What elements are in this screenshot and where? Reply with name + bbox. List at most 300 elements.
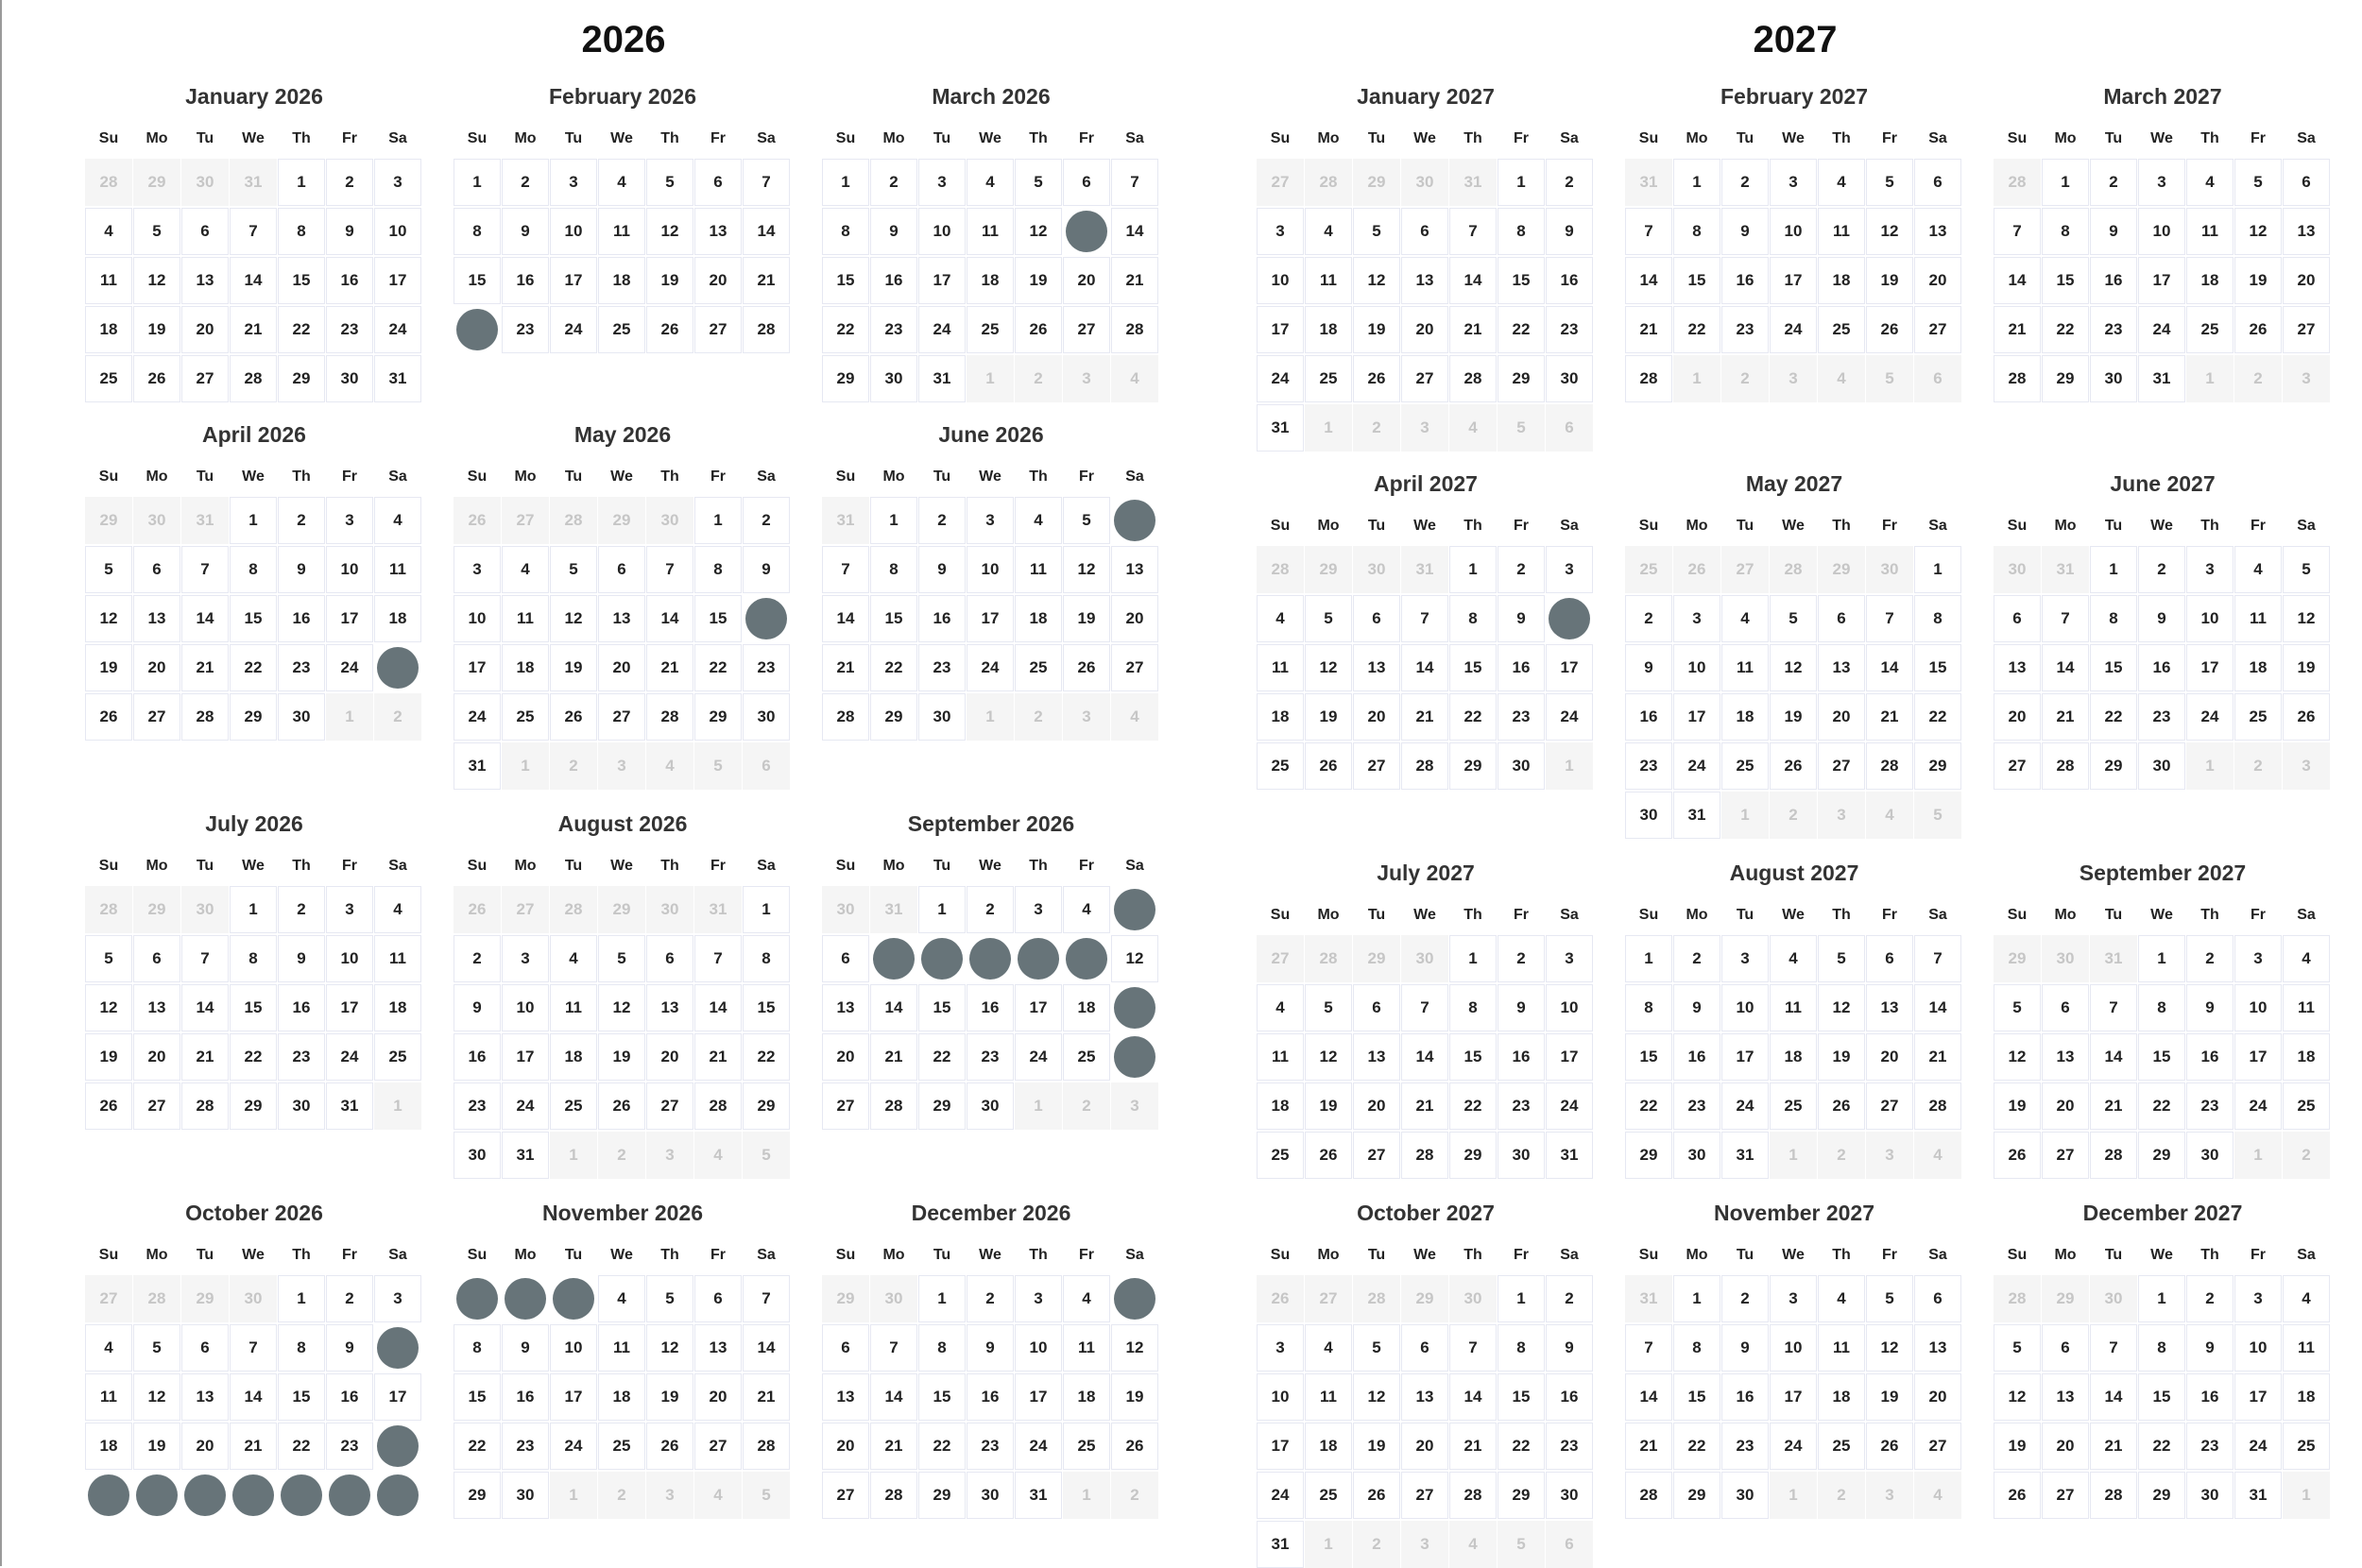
day-cell[interactable]: 24 bbox=[2186, 693, 2234, 741]
day-cell-outside-month[interactable]: 3 bbox=[1111, 1082, 1158, 1130]
day-cell[interactable]: 20 bbox=[2042, 1423, 2089, 1470]
day-cell-outside-month[interactable]: 5 bbox=[1914, 792, 1961, 839]
day-cell[interactable]: 12 bbox=[133, 1373, 180, 1421]
day-cell[interactable]: 7 bbox=[1401, 595, 1448, 642]
day-cell[interactable]: 12 bbox=[1353, 257, 1400, 304]
day-cell-outside-month[interactable]: 2 bbox=[2234, 742, 2282, 790]
day-cell[interactable]: 17 bbox=[550, 1373, 597, 1421]
day-cell[interactable]: 1 bbox=[694, 497, 742, 544]
day-cell[interactable]: 6 bbox=[1914, 1275, 1961, 1322]
day-cell[interactable]: 31 bbox=[1546, 1132, 1593, 1179]
day-cell[interactable]: 18 bbox=[502, 644, 549, 691]
day-cell-outside-month[interactable]: 1 bbox=[1015, 1082, 1062, 1130]
day-cell[interactable]: 27 bbox=[2283, 306, 2330, 353]
day-cell[interactable]: 21 bbox=[1401, 1082, 1448, 1130]
day-cell[interactable]: 15 bbox=[1625, 1033, 1672, 1081]
day-cell[interactable]: 2 bbox=[967, 886, 1014, 933]
day-cell[interactable]: 7 bbox=[1625, 208, 1672, 255]
day-cell-outside-month[interactable]: 30 bbox=[1866, 546, 1913, 593]
day-cell[interactable]: 3 bbox=[2234, 935, 2282, 982]
day-cell-marked[interactable] bbox=[326, 1472, 373, 1519]
day-cell[interactable]: 17 bbox=[1546, 1033, 1593, 1081]
day-cell[interactable]: 18 bbox=[1818, 1373, 1865, 1421]
day-cell[interactable]: 17 bbox=[918, 257, 966, 304]
day-cell[interactable]: 25 bbox=[1257, 1132, 1304, 1179]
day-cell[interactable]: 8 bbox=[278, 1324, 325, 1372]
day-cell[interactable]: 31 bbox=[502, 1132, 549, 1179]
day-cell-outside-month[interactable]: 30 bbox=[1401, 935, 1448, 982]
day-cell[interactable]: 1 bbox=[1625, 935, 1672, 982]
day-cell[interactable]: 8 bbox=[2042, 208, 2089, 255]
day-cell[interactable]: 12 bbox=[1111, 935, 1158, 982]
day-cell[interactable]: 21 bbox=[1625, 306, 1672, 353]
day-cell[interactable]: 20 bbox=[598, 644, 645, 691]
day-cell[interactable]: 31 bbox=[1257, 404, 1304, 452]
day-cell-marked[interactable] bbox=[1063, 208, 1110, 255]
day-cell[interactable]: 24 bbox=[967, 644, 1014, 691]
day-cell[interactable]: 19 bbox=[646, 1373, 693, 1421]
day-cell-outside-month[interactable]: 1 bbox=[2186, 355, 2234, 402]
day-cell[interactable]: 28 bbox=[1401, 1132, 1448, 1179]
day-cell[interactable]: 18 bbox=[1770, 1033, 1817, 1081]
day-cell-outside-month[interactable]: 29 bbox=[1353, 935, 1400, 982]
day-cell[interactable]: 18 bbox=[550, 1033, 597, 1081]
day-cell[interactable]: 10 bbox=[1546, 984, 1593, 1031]
day-cell[interactable]: 25 bbox=[1257, 742, 1304, 790]
day-cell[interactable]: 2 bbox=[2186, 935, 2234, 982]
day-cell[interactable]: 7 bbox=[743, 1275, 790, 1322]
day-cell[interactable]: 7 bbox=[1994, 208, 2041, 255]
day-cell[interactable]: 25 bbox=[1818, 1423, 1865, 1470]
day-cell[interactable]: 17 bbox=[1257, 306, 1304, 353]
day-cell-outside-month[interactable]: 30 bbox=[2042, 935, 2089, 982]
day-cell-outside-month[interactable]: 1 bbox=[967, 693, 1014, 741]
day-cell-outside-month[interactable]: 3 bbox=[2283, 355, 2330, 402]
day-cell-outside-month[interactable]: 2 bbox=[1353, 404, 1400, 452]
day-cell[interactable]: 3 bbox=[326, 886, 373, 933]
day-cell-outside-month[interactable]: 1 bbox=[502, 742, 549, 790]
day-cell[interactable]: 20 bbox=[1401, 1423, 1448, 1470]
day-cell[interactable]: 28 bbox=[1866, 742, 1913, 790]
day-cell[interactable]: 16 bbox=[1721, 1373, 1769, 1421]
day-cell-outside-month[interactable]: 1 bbox=[2234, 1132, 2282, 1179]
day-cell[interactable]: 24 bbox=[374, 306, 421, 353]
day-cell[interactable]: 23 bbox=[2138, 693, 2185, 741]
day-cell[interactable]: 29 bbox=[1498, 355, 1545, 402]
day-cell[interactable]: 11 bbox=[550, 984, 597, 1031]
day-cell[interactable]: 15 bbox=[822, 257, 869, 304]
day-cell[interactable]: 21 bbox=[870, 1033, 917, 1081]
day-cell[interactable]: 18 bbox=[1257, 1082, 1304, 1130]
day-cell[interactable]: 22 bbox=[230, 1033, 277, 1081]
day-cell[interactable]: 27 bbox=[2042, 1132, 2089, 1179]
day-cell[interactable]: 1 bbox=[230, 886, 277, 933]
day-cell[interactable]: 9 bbox=[454, 984, 501, 1031]
day-cell[interactable]: 27 bbox=[1818, 742, 1865, 790]
day-cell[interactable]: 29 bbox=[694, 693, 742, 741]
day-cell[interactable]: 19 bbox=[1305, 693, 1352, 741]
day-cell[interactable]: 19 bbox=[1866, 257, 1913, 304]
day-cell-outside-month[interactable]: 1 bbox=[967, 355, 1014, 402]
day-cell[interactable]: 4 bbox=[598, 1275, 645, 1322]
day-cell[interactable]: 1 bbox=[918, 1275, 966, 1322]
day-cell-outside-month[interactable]: 27 bbox=[1721, 546, 1769, 593]
day-cell-outside-month[interactable]: 27 bbox=[1257, 935, 1304, 982]
day-cell[interactable]: 24 bbox=[1257, 355, 1304, 402]
day-cell-outside-month[interactable]: 29 bbox=[1401, 1275, 1448, 1322]
day-cell[interactable]: 6 bbox=[181, 1324, 229, 1372]
day-cell[interactable]: 29 bbox=[1625, 1132, 1672, 1179]
day-cell-outside-month[interactable]: 29 bbox=[1353, 159, 1400, 206]
day-cell-marked[interactable] bbox=[1546, 595, 1593, 642]
day-cell[interactable]: 11 bbox=[1770, 984, 1817, 1031]
day-cell[interactable]: 30 bbox=[967, 1082, 1014, 1130]
day-cell[interactable]: 29 bbox=[1498, 1472, 1545, 1519]
day-cell[interactable]: 17 bbox=[1015, 984, 1062, 1031]
day-cell[interactable]: 22 bbox=[278, 306, 325, 353]
day-cell[interactable]: 15 bbox=[918, 1373, 966, 1421]
day-cell[interactable]: 1 bbox=[1673, 1275, 1720, 1322]
day-cell-outside-month[interactable]: 1 bbox=[2283, 1472, 2330, 1519]
day-cell[interactable]: 7 bbox=[1449, 208, 1497, 255]
day-cell[interactable]: 22 bbox=[743, 1033, 790, 1081]
day-cell[interactable]: 7 bbox=[1449, 1324, 1497, 1372]
day-cell[interactable]: 12 bbox=[85, 595, 132, 642]
day-cell[interactable]: 19 bbox=[1353, 1423, 1400, 1470]
day-cell[interactable]: 2 bbox=[1721, 1275, 1769, 1322]
day-cell[interactable]: 22 bbox=[1625, 1082, 1672, 1130]
day-cell-marked[interactable] bbox=[133, 1472, 180, 1519]
day-cell[interactable]: 17 bbox=[326, 595, 373, 642]
day-cell[interactable]: 26 bbox=[1111, 1423, 1158, 1470]
day-cell[interactable]: 3 bbox=[1257, 208, 1304, 255]
day-cell[interactable]: 7 bbox=[1914, 935, 1961, 982]
day-cell[interactable]: 13 bbox=[1818, 644, 1865, 691]
day-cell[interactable]: 5 bbox=[1305, 984, 1352, 1031]
day-cell-outside-month[interactable]: 28 bbox=[1353, 1275, 1400, 1322]
day-cell[interactable]: 14 bbox=[2090, 1033, 2137, 1081]
day-cell-outside-month[interactable]: 28 bbox=[85, 159, 132, 206]
day-cell-outside-month[interactable]: 28 bbox=[85, 886, 132, 933]
day-cell[interactable]: 7 bbox=[1866, 595, 1913, 642]
day-cell-outside-month[interactable]: 30 bbox=[181, 886, 229, 933]
day-cell[interactable]: 6 bbox=[694, 1275, 742, 1322]
day-cell[interactable]: 19 bbox=[133, 1423, 180, 1470]
day-cell[interactable]: 16 bbox=[278, 984, 325, 1031]
day-cell[interactable]: 13 bbox=[133, 595, 180, 642]
day-cell-marked[interactable] bbox=[967, 935, 1014, 982]
day-cell-outside-month[interactable]: 6 bbox=[1546, 1521, 1593, 1568]
day-cell-outside-month[interactable]: 5 bbox=[743, 1472, 790, 1519]
day-cell[interactable]: 31 bbox=[2234, 1472, 2282, 1519]
day-cell-outside-month[interactable]: 4 bbox=[1914, 1132, 1961, 1179]
day-cell[interactable]: 4 bbox=[598, 159, 645, 206]
day-cell[interactable]: 21 bbox=[743, 1373, 790, 1421]
day-cell[interactable]: 4 bbox=[1818, 159, 1865, 206]
day-cell[interactable]: 21 bbox=[1914, 1033, 1961, 1081]
day-cell[interactable]: 25 bbox=[2234, 693, 2282, 741]
day-cell[interactable]: 23 bbox=[967, 1033, 1014, 1081]
day-cell-outside-month[interactable]: 27 bbox=[502, 886, 549, 933]
day-cell[interactable]: 13 bbox=[598, 595, 645, 642]
day-cell[interactable]: 16 bbox=[2138, 644, 2185, 691]
day-cell[interactable]: 20 bbox=[1914, 1373, 1961, 1421]
day-cell[interactable]: 1 bbox=[2090, 546, 2137, 593]
day-cell[interactable]: 15 bbox=[230, 595, 277, 642]
day-cell[interactable]: 8 bbox=[278, 208, 325, 255]
day-cell[interactable]: 9 bbox=[502, 208, 549, 255]
day-cell[interactable]: 27 bbox=[1914, 1423, 1961, 1470]
day-cell[interactable]: 16 bbox=[2090, 257, 2137, 304]
day-cell[interactable]: 5 bbox=[598, 935, 645, 982]
day-cell[interactable]: 26 bbox=[1866, 1423, 1913, 1470]
day-cell[interactable]: 15 bbox=[278, 1373, 325, 1421]
day-cell[interactable]: 11 bbox=[502, 595, 549, 642]
day-cell[interactable]: 11 bbox=[1305, 1373, 1352, 1421]
day-cell[interactable]: 8 bbox=[1673, 1324, 1720, 1372]
day-cell[interactable]: 19 bbox=[2234, 257, 2282, 304]
day-cell[interactable]: 1 bbox=[1449, 935, 1497, 982]
day-cell-marked[interactable] bbox=[230, 1472, 277, 1519]
day-cell[interactable]: 27 bbox=[694, 1423, 742, 1470]
day-cell[interactable]: 29 bbox=[2138, 1472, 2185, 1519]
day-cell[interactable]: 23 bbox=[1721, 1423, 1769, 1470]
day-cell[interactable]: 21 bbox=[1625, 1423, 1672, 1470]
day-cell[interactable]: 3 bbox=[1015, 1275, 1062, 1322]
day-cell[interactable]: 3 bbox=[1546, 935, 1593, 982]
day-cell[interactable]: 25 bbox=[1015, 644, 1062, 691]
day-cell[interactable]: 27 bbox=[822, 1472, 869, 1519]
day-cell[interactable]: 3 bbox=[550, 159, 597, 206]
day-cell[interactable]: 17 bbox=[1770, 1373, 1817, 1421]
day-cell[interactable]: 12 bbox=[1015, 208, 1062, 255]
day-cell[interactable]: 1 bbox=[870, 497, 917, 544]
day-cell-outside-month[interactable]: 30 bbox=[1401, 159, 1448, 206]
day-cell[interactable]: 10 bbox=[2138, 208, 2185, 255]
day-cell[interactable]: 14 bbox=[1449, 1373, 1497, 1421]
day-cell[interactable]: 26 bbox=[1305, 742, 1352, 790]
day-cell-marked[interactable] bbox=[550, 1275, 597, 1322]
day-cell[interactable]: 20 bbox=[1401, 306, 1448, 353]
day-cell[interactable]: 4 bbox=[967, 159, 1014, 206]
day-cell[interactable]: 28 bbox=[743, 306, 790, 353]
day-cell[interactable]: 17 bbox=[374, 1373, 421, 1421]
day-cell[interactable]: 16 bbox=[967, 984, 1014, 1031]
day-cell[interactable]: 21 bbox=[230, 1423, 277, 1470]
day-cell-outside-month[interactable]: 6 bbox=[743, 742, 790, 790]
day-cell[interactable]: 9 bbox=[2090, 208, 2137, 255]
day-cell[interactable]: 24 bbox=[454, 693, 501, 741]
day-cell[interactable]: 28 bbox=[646, 693, 693, 741]
day-cell[interactable]: 23 bbox=[454, 1082, 501, 1130]
day-cell[interactable]: 23 bbox=[1498, 1082, 1545, 1130]
day-cell[interactable]: 28 bbox=[1111, 306, 1158, 353]
day-cell[interactable]: 23 bbox=[870, 306, 917, 353]
day-cell[interactable]: 14 bbox=[1401, 644, 1448, 691]
day-cell[interactable]: 18 bbox=[1721, 693, 1769, 741]
day-cell[interactable]: 2 bbox=[502, 159, 549, 206]
day-cell-outside-month[interactable]: 1 bbox=[1673, 355, 1720, 402]
day-cell[interactable]: 20 bbox=[646, 1033, 693, 1081]
day-cell[interactable]: 10 bbox=[1257, 257, 1304, 304]
day-cell[interactable]: 5 bbox=[2234, 159, 2282, 206]
day-cell[interactable]: 11 bbox=[1818, 208, 1865, 255]
day-cell-outside-month[interactable]: 31 bbox=[870, 886, 917, 933]
day-cell-outside-month[interactable]: 1 bbox=[1770, 1472, 1817, 1519]
day-cell[interactable]: 27 bbox=[181, 355, 229, 402]
day-cell[interactable]: 13 bbox=[1401, 257, 1448, 304]
day-cell-marked[interactable] bbox=[454, 306, 501, 353]
day-cell[interactable]: 29 bbox=[1914, 742, 1961, 790]
day-cell[interactable]: 6 bbox=[1353, 595, 1400, 642]
day-cell[interactable]: 14 bbox=[230, 257, 277, 304]
day-cell[interactable]: 8 bbox=[454, 208, 501, 255]
day-cell[interactable]: 18 bbox=[374, 984, 421, 1031]
day-cell[interactable]: 10 bbox=[326, 935, 373, 982]
day-cell-outside-month[interactable]: 3 bbox=[646, 1132, 693, 1179]
day-cell-outside-month[interactable]: 3 bbox=[646, 1472, 693, 1519]
day-cell[interactable]: 8 bbox=[743, 935, 790, 982]
day-cell[interactable]: 19 bbox=[550, 644, 597, 691]
day-cell[interactable]: 15 bbox=[1673, 257, 1720, 304]
day-cell-outside-month[interactable]: 31 bbox=[181, 497, 229, 544]
day-cell-outside-month[interactable]: 6 bbox=[1914, 355, 1961, 402]
day-cell[interactable]: 2 bbox=[1721, 159, 1769, 206]
day-cell[interactable]: 14 bbox=[1994, 257, 2041, 304]
day-cell[interactable]: 21 bbox=[1994, 306, 2041, 353]
day-cell[interactable]: 21 bbox=[1449, 306, 1497, 353]
day-cell[interactable]: 31 bbox=[1721, 1132, 1769, 1179]
day-cell[interactable]: 20 bbox=[133, 644, 180, 691]
day-cell[interactable]: 3 bbox=[1546, 546, 1593, 593]
day-cell[interactable]: 31 bbox=[2138, 355, 2185, 402]
day-cell-outside-month[interactable]: 26 bbox=[454, 497, 501, 544]
day-cell[interactable]: 19 bbox=[1770, 693, 1817, 741]
day-cell[interactable]: 4 bbox=[1257, 984, 1304, 1031]
day-cell[interactable]: 12 bbox=[1994, 1033, 2041, 1081]
day-cell[interactable]: 17 bbox=[550, 257, 597, 304]
day-cell[interactable]: 8 bbox=[1449, 595, 1497, 642]
day-cell[interactable]: 24 bbox=[1015, 1423, 1062, 1470]
day-cell[interactable]: 3 bbox=[1770, 1275, 1817, 1322]
day-cell[interactable]: 19 bbox=[1015, 257, 1062, 304]
day-cell[interactable]: 5 bbox=[646, 1275, 693, 1322]
day-cell[interactable]: 3 bbox=[374, 159, 421, 206]
day-cell-outside-month[interactable]: 3 bbox=[1401, 404, 1448, 452]
day-cell[interactable]: 14 bbox=[2042, 644, 2089, 691]
day-cell[interactable]: 23 bbox=[1673, 1082, 1720, 1130]
day-cell[interactable]: 11 bbox=[2283, 984, 2330, 1031]
day-cell[interactable]: 11 bbox=[1015, 546, 1062, 593]
day-cell[interactable]: 13 bbox=[2042, 1033, 2089, 1081]
day-cell[interactable]: 26 bbox=[1770, 742, 1817, 790]
day-cell[interactable]: 29 bbox=[230, 693, 277, 741]
day-cell[interactable]: 1 bbox=[822, 159, 869, 206]
day-cell[interactable]: 19 bbox=[1994, 1423, 2041, 1470]
day-cell[interactable]: 23 bbox=[1625, 742, 1672, 790]
day-cell[interactable]: 21 bbox=[230, 306, 277, 353]
day-cell-outside-month[interactable]: 1 bbox=[550, 1472, 597, 1519]
day-cell[interactable]: 16 bbox=[278, 595, 325, 642]
day-cell[interactable]: 24 bbox=[2138, 306, 2185, 353]
day-cell[interactable]: 31 bbox=[454, 742, 501, 790]
day-cell[interactable]: 30 bbox=[502, 1472, 549, 1519]
day-cell-outside-month[interactable]: 2 bbox=[1111, 1472, 1158, 1519]
day-cell[interactable]: 19 bbox=[85, 1033, 132, 1081]
day-cell[interactable]: 2 bbox=[2090, 159, 2137, 206]
day-cell[interactable]: 9 bbox=[1625, 644, 1672, 691]
day-cell[interactable]: 15 bbox=[2090, 644, 2137, 691]
day-cell-outside-month[interactable]: 1 bbox=[1063, 1472, 1110, 1519]
day-cell[interactable]: 16 bbox=[1546, 257, 1593, 304]
day-cell[interactable]: 12 bbox=[646, 208, 693, 255]
day-cell[interactable]: 1 bbox=[1673, 159, 1720, 206]
day-cell[interactable]: 27 bbox=[1353, 1132, 1400, 1179]
day-cell[interactable]: 8 bbox=[1449, 984, 1497, 1031]
day-cell[interactable]: 28 bbox=[181, 693, 229, 741]
day-cell[interactable]: 26 bbox=[2283, 693, 2330, 741]
day-cell[interactable]: 30 bbox=[1625, 792, 1672, 839]
day-cell[interactable]: 27 bbox=[1401, 1472, 1448, 1519]
day-cell[interactable]: 2 bbox=[918, 497, 966, 544]
day-cell[interactable]: 27 bbox=[1111, 644, 1158, 691]
day-cell-outside-month[interactable]: 29 bbox=[2042, 1275, 2089, 1322]
day-cell[interactable]: 4 bbox=[1305, 208, 1352, 255]
day-cell[interactable]: 1 bbox=[278, 159, 325, 206]
day-cell[interactable]: 26 bbox=[133, 355, 180, 402]
day-cell[interactable]: 18 bbox=[967, 257, 1014, 304]
day-cell[interactable]: 26 bbox=[2234, 306, 2282, 353]
day-cell[interactable]: 8 bbox=[1914, 595, 1961, 642]
day-cell[interactable]: 5 bbox=[1994, 1324, 2041, 1372]
day-cell[interactable]: 16 bbox=[1546, 1373, 1593, 1421]
day-cell-outside-month[interactable]: 4 bbox=[1866, 792, 1913, 839]
day-cell[interactable]: 17 bbox=[454, 644, 501, 691]
day-cell[interactable]: 14 bbox=[743, 1324, 790, 1372]
day-cell[interactable]: 28 bbox=[694, 1082, 742, 1130]
day-cell-outside-month[interactable]: 4 bbox=[1111, 355, 1158, 402]
day-cell[interactable]: 31 bbox=[1015, 1472, 1062, 1519]
day-cell[interactable]: 13 bbox=[133, 984, 180, 1031]
day-cell[interactable]: 28 bbox=[822, 693, 869, 741]
day-cell[interactable]: 26 bbox=[1015, 306, 1062, 353]
day-cell[interactable]: 21 bbox=[181, 644, 229, 691]
day-cell-outside-month[interactable]: 31 bbox=[2090, 935, 2137, 982]
day-cell[interactable]: 31 bbox=[374, 355, 421, 402]
day-cell[interactable]: 12 bbox=[1353, 1373, 1400, 1421]
day-cell[interactable]: 20 bbox=[181, 306, 229, 353]
day-cell[interactable]: 2 bbox=[2186, 1275, 2234, 1322]
day-cell[interactable]: 11 bbox=[967, 208, 1014, 255]
day-cell[interactable]: 20 bbox=[694, 257, 742, 304]
day-cell[interactable]: 24 bbox=[1673, 742, 1720, 790]
day-cell[interactable]: 5 bbox=[2283, 546, 2330, 593]
day-cell[interactable]: 24 bbox=[1770, 1423, 1817, 1470]
day-cell[interactable]: 22 bbox=[1673, 306, 1720, 353]
day-cell[interactable]: 12 bbox=[1063, 546, 1110, 593]
day-cell[interactable]: 4 bbox=[2234, 546, 2282, 593]
day-cell[interactable]: 21 bbox=[646, 644, 693, 691]
day-cell[interactable]: 18 bbox=[2283, 1033, 2330, 1081]
day-cell[interactable]: 11 bbox=[1818, 1324, 1865, 1372]
day-cell[interactable]: 1 bbox=[230, 497, 277, 544]
day-cell-marked[interactable] bbox=[743, 595, 790, 642]
day-cell[interactable]: 16 bbox=[2186, 1373, 2234, 1421]
day-cell[interactable]: 30 bbox=[1546, 355, 1593, 402]
day-cell-outside-month[interactable]: 2 bbox=[1015, 355, 1062, 402]
day-cell[interactable]: 9 bbox=[278, 935, 325, 982]
day-cell-marked[interactable] bbox=[502, 1275, 549, 1322]
